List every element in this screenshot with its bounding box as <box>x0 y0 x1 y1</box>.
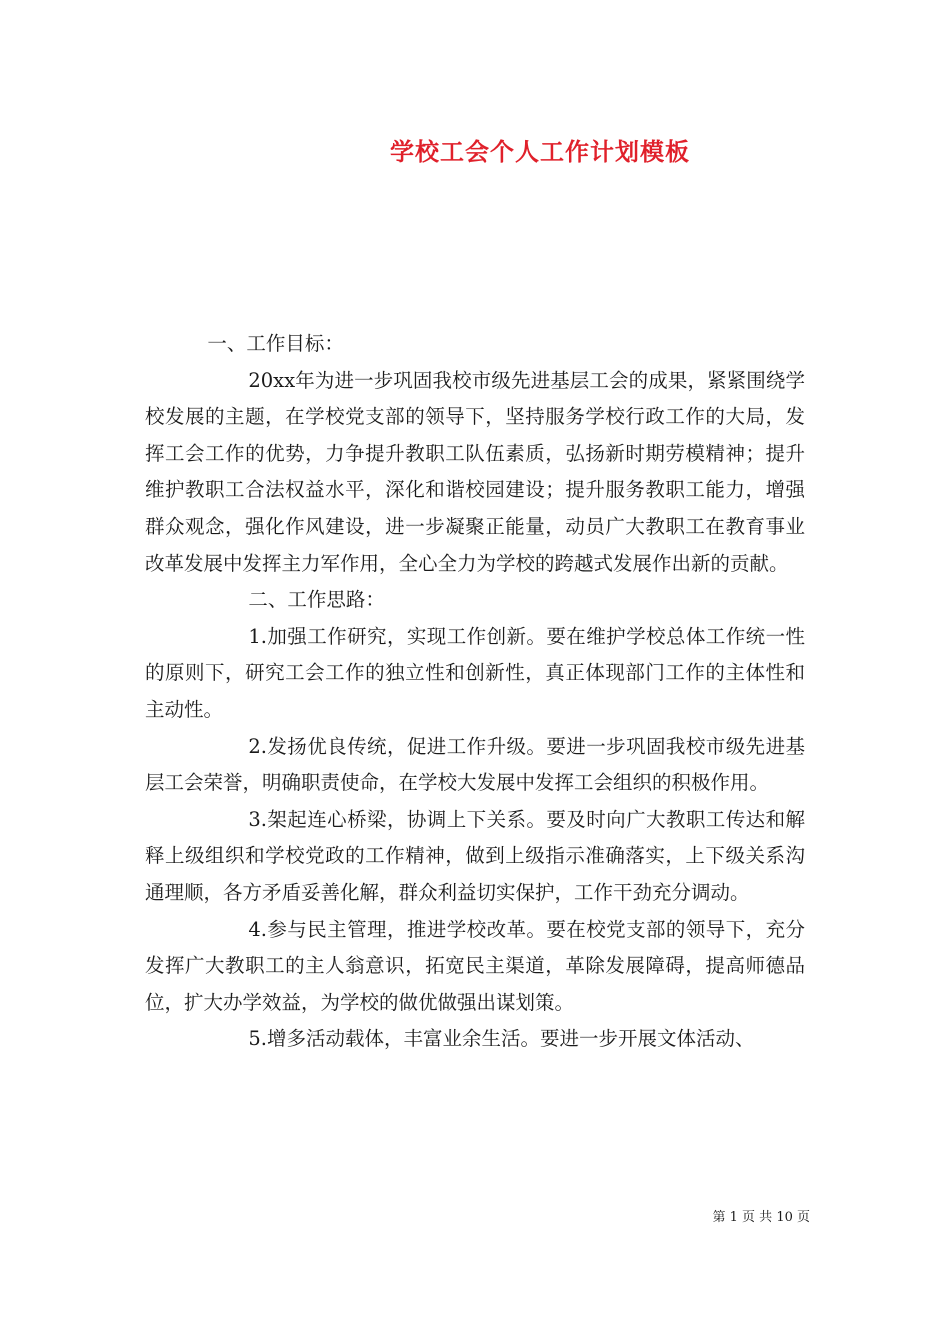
document-body <box>145 326 805 1058</box>
section-heading-goals: 一、工作目标： <box>207 332 344 355</box>
section-heading-approach: 二、工作思路： <box>248 588 385 612</box>
approach-item-2: 2.发扬优良传统，促进工作升级。要进一步巩固我校市级先进基层工会荣誉，明确职责使命，在学校大发展中发挥工会组织的积极作用。 <box>145 734 805 795</box>
paragraph-goals: 20xx年为进一步巩固我校市级先进基层工会的成果，紧紧围绕学校发展的主题，在学校党支部的领导下，坚持服务学校行政工作的大局，发挥工会工作的优势，力争提升教职工队伍素质，弘扬新时期劳模精神；提升维护教职工合法权益水平，深化和谐校园建设；提升服务教职工能力，增强群众观念，强化作风建设，进一步凝聚正能量，动员广大教职工在教育事业改革发展中发挥主力军作用，全心全力为学校的跨越式发展作出新的贡献。 <box>145 368 805 575</box>
approach-item-4: 4.参与民主管理，推进学校改革。要在校党支部的领导下，充分发挥广大教职工的主人翁意识，拓宽民主渠道，革除发展障碍，提高师德品位，扩大办学效益，为学校的做优做强出谋划策。 <box>145 917 805 1014</box>
approach-item-5: 5.增多活动载体，丰富业余生活。要进一步开展文体活动、 <box>248 1027 755 1051</box>
document-title: 学校工会个人工作计划模板 <box>390 137 690 166</box>
page-number-footer: 第 1 页 共 10 页 <box>712 1210 810 1225</box>
approach-item-1: 1.加强工作研究，实现工作创新。要在维护学校总体工作统一性的原则下，研究工会工作的独立性和创新性，真正体现部门工作的主体性和主动性。 <box>145 624 805 721</box>
approach-item-3: 3.架起连心桥梁，协调上下关系。要及时向广大教职工传达和解释上级组织和学校党政的工作精神，做到上级指示准确落实，上下级关系沟通理顺，各方矛盾妥善化解，群众利益切实保护，工作干劲充分调动。 <box>145 807 805 904</box>
